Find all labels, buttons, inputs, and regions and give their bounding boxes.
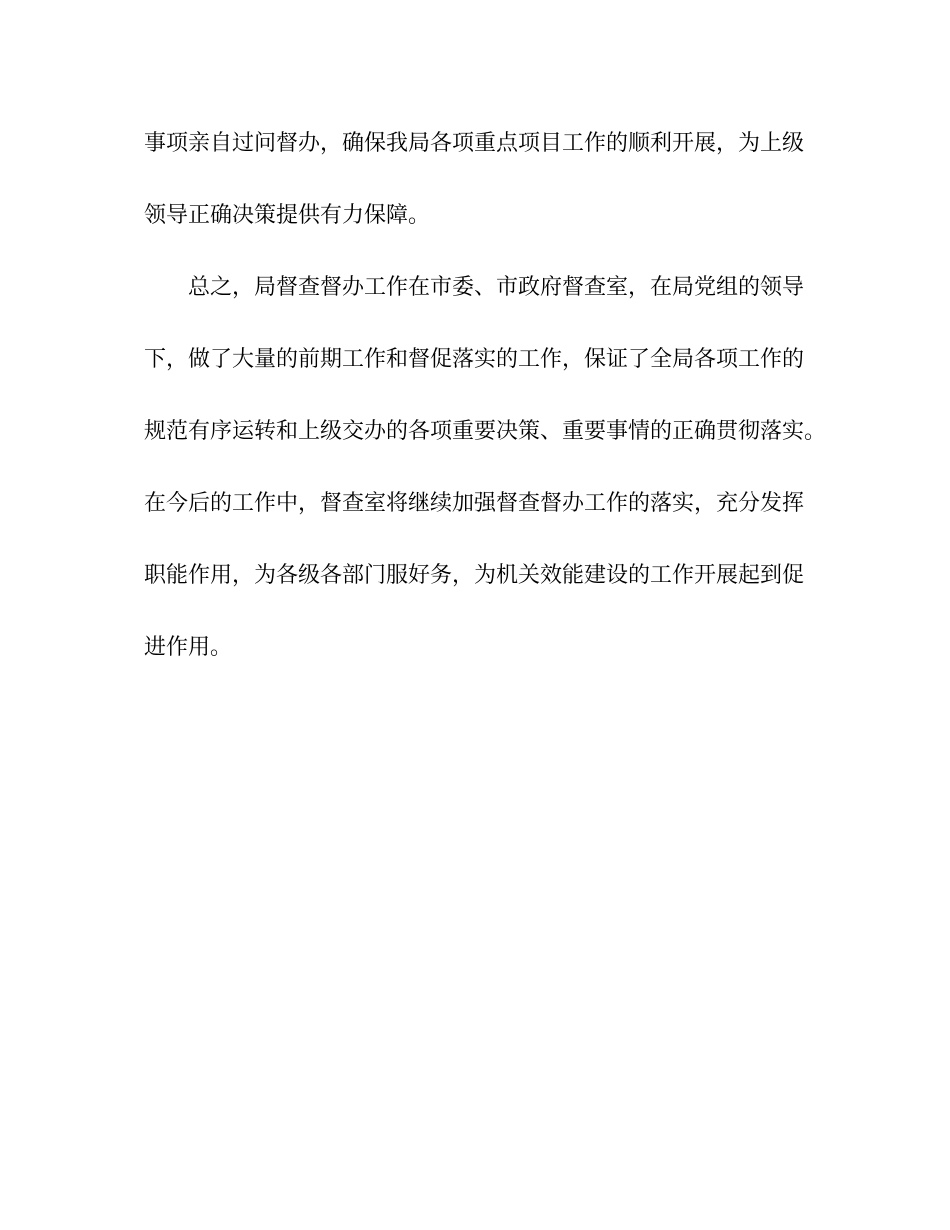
paragraph-start-line: 总之，局督查督办工作在市委、市政府督查室，在局党组的领导 (188, 275, 805, 300)
text-line: 规范有序运转和上级交办的各项重要决策、重要事情的正确贯彻落实。 (144, 419, 827, 444)
text-line: 事项亲自过问督办，确保我局各项重点项目工作的顺利开展，为上级 (144, 131, 805, 156)
document-body (144, 122, 827, 698)
text-line: 在今后的工作中，督查室将继续加强督查督办工作的落实，充分发挥 (144, 491, 805, 516)
text-line: 下，做了大量的前期工作和督促落实的工作，保证了全局各项工作的 (144, 347, 805, 372)
text-line: 领导正确决策提供有力保障。 (144, 203, 431, 228)
text-line: 职能作用，为各级各部门服好务，为机关效能建设的工作开展起到促 (144, 563, 805, 588)
text-line: 进作用。 (144, 635, 233, 660)
